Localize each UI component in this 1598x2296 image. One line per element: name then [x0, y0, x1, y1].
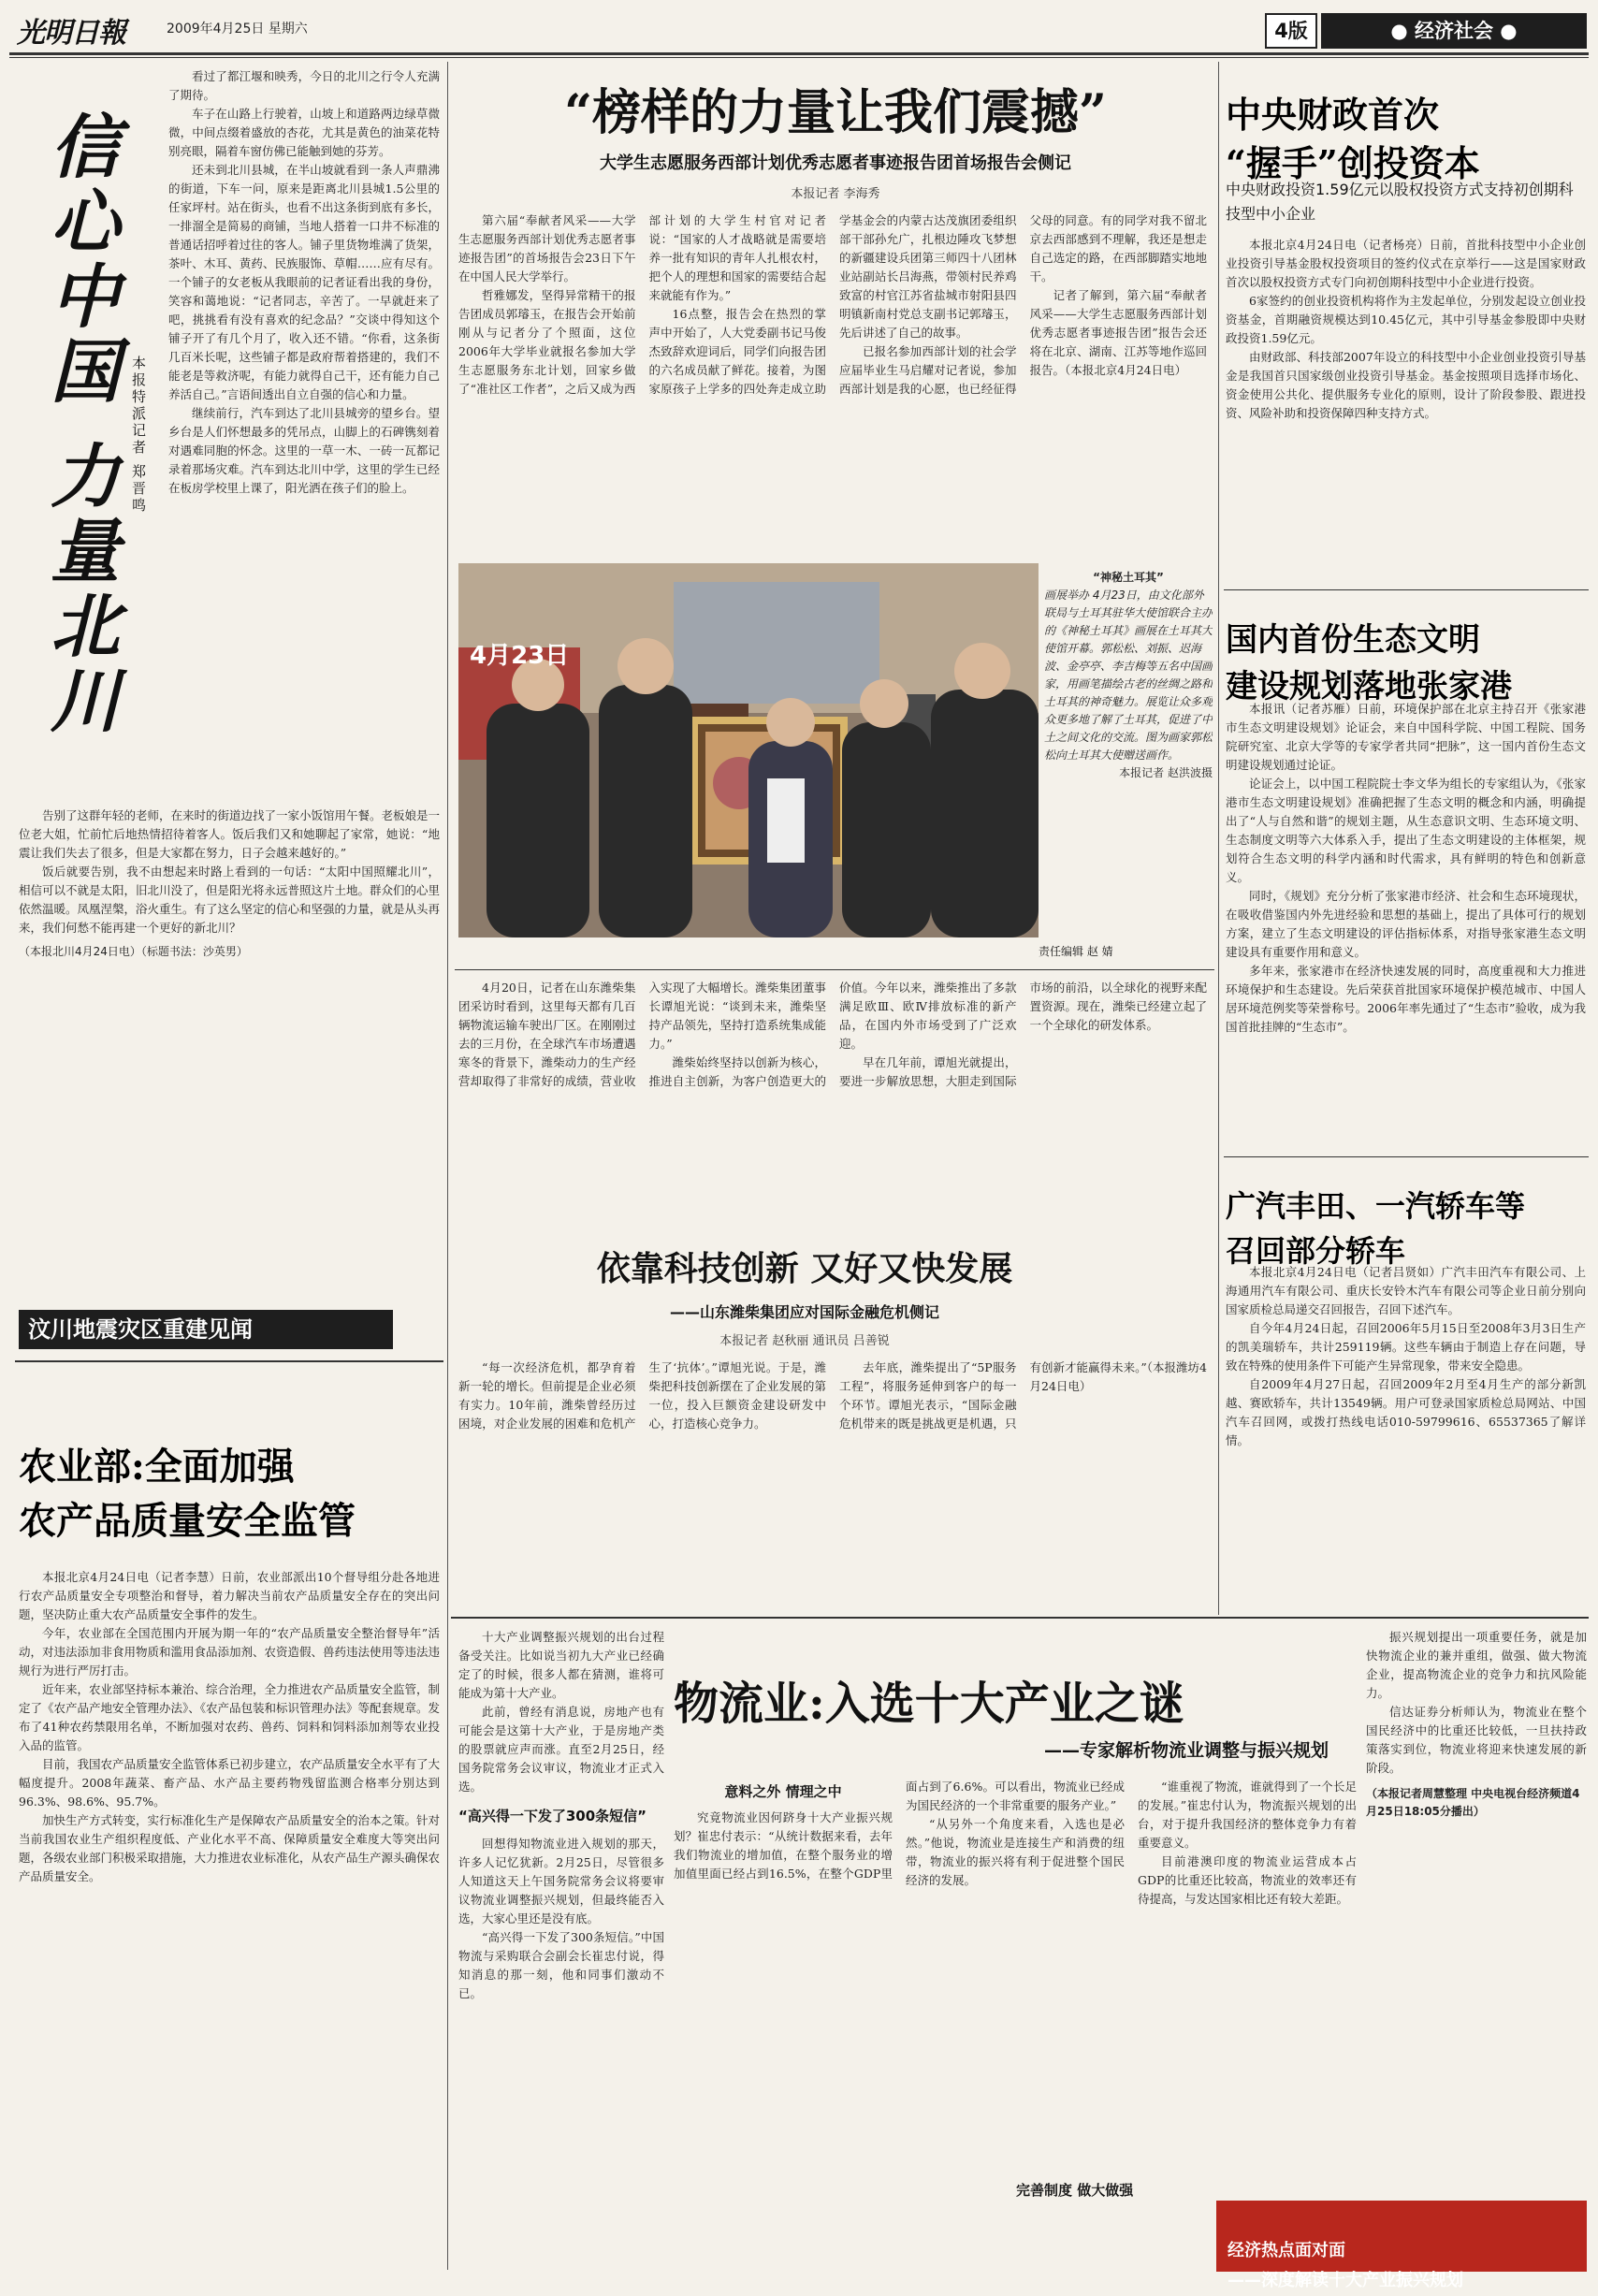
issue-date: 2009年4月25日 星期六 [167, 22, 308, 36]
column-divider [447, 62, 448, 2270]
logistics-kicker: “高兴得一下发了300条短信” [458, 1808, 647, 1824]
logistics-headline: 物流业:入选十大产业之谜 [674, 1678, 1184, 1730]
photo-date-label: 4月23日 [470, 642, 570, 670]
agri-headline-text: 农业部:全面加强 农产品质量安全监管 [19, 1445, 356, 1543]
agri-headline [19, 1422, 440, 1566]
photo-caption-text: 画展举办 4月23日，由文化部外联局与土耳其驻华大使馆联合主办的《神秘土耳其》画展在土耳其大使馆开幕。郭松松、刘振、迟海波、金亭亭、李吉梅等五名中国画家，用画笔描绘古老的丝绸之路和土耳其的神奇魅力。展览让众多观众更多地了解了土耳其，促进了中土之间文化的交流。图为画家郭松松向土耳其大使赠送画作。 [1044, 589, 1213, 762]
feature-title-vertical: 信心中国 力量北川 [39, 110, 120, 739]
lead-para: 记者了解到，第六届“奉献者风采——大学生志愿服务西部计划优秀志愿者事迹报告团”报告会还将在北京、湖南、江苏等地作巡回报告。（本报北京4月24日电） [1029, 288, 1207, 377]
weichai-para: 去年底，潍柴提出了“5P服务工程”，将服务延伸到客户的每一个环节。谭旭光表示，“国际金融危机带来的既是挑战更是机遇，只有创新才能赢得未来。”（本报潍坊4月24日电） [839, 1360, 1207, 1431]
eco-headline-text: 国内首份生态文明 建设规划落地张家港 [1226, 621, 1512, 705]
finance-para: 6家签约的创业投资机构将作为主发起单位，分别发起设立创业投资基金，首期融资规模达到10.45亿元，其中引导基金参股即中央财政投资1.59亿元。 [1226, 294, 1586, 345]
finance-body [1226, 236, 1586, 582]
series-banner: 汶川地震灾区重建见闻 [19, 1310, 393, 1349]
feature-para: 车子在山路上行驶着，山坡上和道路两边绿草微微，中间点缀着盛放的杏花，尤其是黄色的油菜花特别亮眼，隔着车窗仿佛已能触到她的芬芳。 [168, 107, 440, 158]
lead-para: 第六届“奉献者风采——大学生志愿服务西部计划优秀志愿者事迹报告团”的首场报告会23日下午在中国人民大学举行。 [458, 213, 636, 283]
weichai-byline: 本报记者 赵秋丽 通讯员 吕善锐 [719, 1334, 890, 1348]
column-divider [1218, 62, 1219, 1615]
agri-para: 近年来，农业部坚持标本兼治、综合治理，全力推进农产品质量安全监管，制定了《农产品产地安全管理办法》、《农产品包装和标识管理办法》等配套规章。发布了41种农药禁限用名单，不断加强对农药、兽药、饲料和饲料添加剂等农业投入品的监管。 [19, 1682, 440, 1752]
logistics-kicker-bottom: 完善制度 做大做强 [1016, 2182, 1134, 2199]
section-banner: ● 经济社会 ● [1321, 13, 1587, 49]
page-number: 4版 [1265, 13, 1317, 49]
feature-para: 继续前行，汽车到达了北川县城旁的望乡台。望乡台是人们怀想最多的凭吊点，山脚上的石碑镌刻着对遇难同胞的怀念。这里的一草一木、一砖一瓦都记录着那场灾难。汽车到达北川中学，这里的学生已经在板房学校里上课了，阳光洒在孩子们的脸上。 [168, 406, 440, 495]
agri-para: 今年，农业部在全国范围内开展为期一年的“农产品质量安全整治督导年”活动，对违法添加非食用物质和滥用食品添加剂、农资造假、兽药违法使用等违法违规行为进行严厉打击。 [19, 1626, 440, 1678]
logistics-top-rule [451, 1617, 1589, 1619]
logistics-para: 信达证券分析师认为，物流业在整个国民经济中的比重还比较低，一旦扶持政策落实到位，物流业将迎来快速发展的新阶段。 [1366, 1705, 1587, 1775]
logistics-para: “谁重视了物流，谁就得到了一个长足的发展。”崔忠付认为，物流振兴规划的出台，对于提升我国经济的整体竞争力有着重要意义。 [1138, 1780, 1357, 1850]
logistics-para: 目前港澳印度的物流业运营成本占GDP的比重还比较高，物流业的效率还有待提高，与发达国家相比还有较大差距。 [1138, 1854, 1357, 1906]
gac-para: 本报北京4月24日电（记者吕贤如）广汽丰田汽车有限公司、上海通用汽车有限公司、重庆长安铃木汽车有限公司等企业日前分别向国家质检总局递交召回报告，召回下述汽车。 [1226, 1265, 1586, 1316]
feature-bottom-rule [15, 1360, 443, 1362]
lead-para: 已报名参加西部计划的社会学应届毕业生马启耀对记者说，参加西部计划是我的心愿，也已经征得父母的同意。有的同学对我不留北京去西部感到不理解，我还是想走自己选定的路，在西部脚踏实地地干。 [839, 213, 1207, 396]
photo-credit: 本报记者 赵洪波摄 [1119, 766, 1213, 779]
eco-para: 本报讯（记者苏雁）日前，环境保护部在北京主持召开《张家港市生态文明建设规划》论证会，来自中国科学院、中国工程院、国务院研究室、北京大学等的专家学者共同“把脉”，这一国内首份生态文明建设规划通过论证。 [1226, 702, 1586, 772]
weichai-headline: 依靠科技创新 又好又快发展 [596, 1249, 1013, 1288]
section-rule [1224, 589, 1589, 590]
feature-dateline: （本报北川4月24日电）（标题书法：沙英男） [19, 945, 248, 958]
agri-para: 目前，我国农产品质量安全监管体系已初步建立，农产品质量安全水平有了大幅度提升。2008年蔬菜、畜产品、水产品主要药物残留监测合格率分别达到96.3%、98.6%、95.7%。 [19, 1757, 440, 1809]
weichai-subhead: ——山东潍柴集团应对国际金融危机侧记 [669, 1303, 939, 1321]
agri-para: 本报北京4月24日电（记者李慧）日前，农业部派出10个督导组分赴各地进行农产品质量安全专项整治和督导，着力解决当前农产品质量安全存在的突出问题，坚决防止重大农产品质量安全事件的发生。 [19, 1570, 440, 1621]
eco-para: 论证会上，以中国工程院院士李文华为组长的专家组认为，《张家港市生态文明建设规划》准确把握了生态文明的概念和内涵，明确提出了“人与自然和谐”的规划主题，从生态意识文明、生态环境文明、生态制度文明等六大体系入手，提出了生态文明建设的主体框架，规划符合生态文明的科学内涵和时代需求，具有鲜明的特色和创新意义。 [1226, 777, 1586, 884]
logistics-body-right [1366, 1628, 1587, 2189]
lead-subhead: 大学生志愿服务西部计划优秀志愿者事迹报告团首场报告会侧记 [600, 153, 1071, 173]
weichai-body-bottom [458, 1359, 1207, 1597]
finance-para: 由财政部、科技部2007年设立的科技型中小企业创业投资引导基金是我国首只国家级创业投资引导基金。基金按照项目选择市场化、资金使用公共化、提供服务专业化的原则，设计了阶段参股、跟进投资、风险补助和投资保障四种支持方式。 [1226, 350, 1586, 420]
eco-para: 多年来，张家港市在经济快速发展的同时，高度重视和大力推进环境保护和生态建设。先后荣获首批国家环境保护模范城市、中国人居环境范例奖等荣誉称号。2006年率先通过了“生态市”验收，成为我国首批挂牌的“生态市”。 [1226, 964, 1586, 1034]
feature-para: 告别了这群年轻的老师，在来时的街道边找了一家小饭馆用午餐。老板娘是一位老大姐，忙前忙后地热情招待着客人。饭后我们又和她聊起了家常，她说：“地震让我们失去了很多，但是大家都在努力，日子会越来越好的。” [19, 808, 440, 860]
masthead: 光明日報 [17, 17, 125, 50]
weichai-para: 早在几年前，谭旭光就提出，要进一步解放思想，大胆走到国际市场的前沿，以全球化的视野来配置资源。现在，潍柴已经建立起了一个全球化的研发体系。 [839, 981, 1207, 1088]
feature-para: 饭后就要告别，我不由想起来时路上看到的一句话：“太阳中国照耀北川”，相信可以不就是太阳，旧北川没了，但是阳光将永远普照这片土地。群众们的心里依然温暖。凤凰涅槃，浴火重生。有了这么坚定的信心和坚强的力量，就是从头再来，我们何愁不能再建一个更好的新北川？ [19, 865, 440, 935]
gac-para: 自2009年4月27日起，召回2009年2月至4月生产的部分新凯越、赛欧轿车，共计13549辆。用户可登录国家质检总局网站、中国汽车召回网，或拨打热线电话010-59799616、65537365了解详情。 [1226, 1377, 1586, 1447]
section-rule [1224, 1156, 1589, 1157]
photo-illustration [458, 563, 1039, 937]
lead-para: 16点整，报告会在热烈的掌声中开始了，人大党委副书记马俊杰致辞欢迎词后，同学们向报告团的六名成员献了鲜花。接着，为图家原孩子上学多的四处奔走成立助学基金会的内蒙古达茂旗团委组织部干部孙允广，扎根边陲攻飞梦想的新疆建设兵团第三师四十八团林业站副站长吕海燕，带领村民养鸡致富的村官江苏省盐城市射阳县四明镇新南村党总支副书记郭璿玉，先后讲述了自己的故事。 [648, 213, 1017, 396]
header-rule [9, 52, 1589, 55]
finance-headline-text: 中央财政首次 “握手”创投资本 [1226, 94, 1480, 184]
gac-headline-text: 广汽丰田、一汽轿车等 召回部分轿车 [1226, 1188, 1526, 1269]
logistics-para: 此前，曾经有消息说，房地产也有可能会是这第十大产业，于是房地产类的股票就应声而涨。直至2月25日，经国务院常务会议审议，物流业才正式入选。 [458, 1705, 664, 1794]
logistics-editor-note: （本报记者周慧整理 中央电视台经济频道4月25日18:05分播出） [1366, 1787, 1580, 1818]
logistics-para: “从另外一个角度来看，入选也是必然。”他说，物流业是连接生产和消费的纽带，物流业的振兴将有利于促进整个国民经济的发展。 [906, 1817, 1125, 1887]
logistics-kicker: 意料之外 情理之中 [724, 1783, 842, 1800]
eco-para: 同时，《规划》充分分析了张家港市经济、社会和生态环境现状，在吸收借鉴国内外先进经验和思想的基础上，提出了具体可行的规划方案，建立了生态文明建设的评估指标体系，对指导张家港生态文明建设具有重要作用和意义。 [1226, 889, 1586, 959]
finance-subhead-text: 中央财政投资1.59亿元以股权投资方式支持初创期科技型中小企业 [1226, 181, 1574, 223]
header-rule-thin [9, 57, 1589, 58]
logistics-para: 振兴规划提出一项重要任务，就是加快物流企业的兼并重组，做强、做大物流企业，提高物流企业的竞争力和抗风险能力。 [1366, 1630, 1587, 1700]
eco-body [1226, 700, 1586, 1149]
logistics-body-center [674, 1778, 1357, 2171]
lead-byline: 本报记者 李海秀 [791, 187, 880, 201]
feature-para: 看过了都江堰和映秀，今日的北川之行令人充满了期待。 [168, 69, 440, 102]
logistics-footer-banner [1216, 2201, 1587, 2290]
lead-body [458, 211, 1207, 548]
lead-para: 哲雅娜发，坚得异常精干的报告团成员郭璿玉，在报告会开始前刚从与记者分了个照面，这位2006年大学毕业就报名参加大学生志愿服务东北计划，回家乡做了“准社区工作者”，之后又成为西部计划的大学生村官对记者说：“国家的人才战略就是需要培养一批有知识的青年人扎根农村，把个人的理想和国家的需要结合起来就能有作为。” [458, 213, 826, 396]
logistics-para: 回想得知物流业进入规划的那天，许多人记忆犹新。2月25日，尽管很多人知道这天上午国务院常务会议将要审议物流业调整振兴规划，但最终能否入选，大家心里还是没有底。 [458, 1837, 664, 1925]
weichai-para: “每一次经济危机，都孕育着新一轮的增长。但前提是企业必须有实力。10年前，潍柴曾经历过困境，对企业发展的困难和危机产生了‘抗体’。”谭旭光说。于是，潍柴把科技创新摆在了企业发展的第一位，投入巨额资金建设研发中心，打造核心竞争力。 [458, 1360, 826, 1431]
gac-body [1226, 1263, 1586, 1611]
photo-caption [1044, 569, 1213, 934]
photo-bottom-rule [455, 969, 1214, 970]
logistics-footer-text: 经济热点面对面 ——深度解读十大产业振兴规划 [1228, 2241, 1463, 2290]
weichai-para: 4月20日，记者在山东潍柴集团采访时看到，这里每天都有几百辆物流运输车驶出厂区。在刚刚过去的三月份，在全球汽车市场遭遇寒冬的背景下，潍柴动力的生产经营却取得了非常好的成绩，营业收入实现了大幅增长。潍柴集团董事长谭旭光说：“谈到未来，潍柴坚持产品领先，坚持打造系统集成能力。” [458, 981, 826, 1088]
feature-para: 还未到北川县城，在半山坡就看到一条人声鼎沸的街道，下车一问，原来是距离北川县城1.5公里的任家坪村。站在街头，也看不出这条街到底有多长，一排溜全是简易的商铺，当地人搭着一口井不标准的普通话招呼着过往的客人。铺子里货物堆满了货架，茶叶、木耳、黄药、民族服饰、草帽……应有尽有。一个铺子的女老板从我眼前的记者证看出我的身份，笑容和蔼地说：“记者同志，辛苦了。一早就赶来了吧，挑挑看有没有喜欢的纪念品？”交谈中得知这个铺子开了有几个月了，收入还不错。“你看，这条街几百米长呢，这些铺子都是政府帮着搭建的，我们不能老是等救济呢，有能力就得自己干，还有能力自己养活自己。”言语间透出自立自强的信心和力量。 [168, 163, 440, 401]
editor-credit: 责任编辑 赵 婧 [1039, 945, 1113, 958]
feature-body-lower [19, 807, 440, 1293]
logistics-body-left [458, 1628, 664, 2245]
logistics-para: 十大产业调整振兴规划的出台过程备受关注。比如说当初九大产业已经确定了的时候，很多人都在猜测，谁将可能成为第十大产业。 [458, 1630, 664, 1700]
photo-caption-title: “神秘土耳其” [1093, 571, 1164, 584]
agri-para: 加快生产方式转变，实行标准化生产是保障农产品质量安全的治本之策。针对当前我国农业生产组织程度低、产业化水平不高、保障质量安全难度大等突出问题，各级农业部门积极采取措施，大力推进农业标准化，从农产品生产源头确保农产品质量安全。 [19, 1813, 440, 1883]
logistics-subhead: ——专家解析物流业调整与振兴规划 [1043, 1740, 1329, 1761]
feature-byline-vertical: 本报特派记者 郑晋鸣 [130, 356, 147, 515]
gac-para: 自今年4月24日起，召回2006年5月15日至2008年3月3日生产的凯美瑞轿车，共计259119辆。这些车辆由于制造上存在问题，导致在特殊的使用条件下可能产生异常现象，带来安全隐患。 [1226, 1321, 1586, 1373]
logistics-para: “高兴得一下发了300条短信。”中国物流与采购联合会副会长崔忠付说，得知消息的那一刻，他和同事们激动不已。 [458, 1930, 664, 2000]
logistics-para: 究竟物流业因何跻身十大产业振兴规划？崔忠付表示：“从统计数据来看，去年我们物流业的增加值，在整个服务业的增加值里面已经占到16.5%，在整个GDP里面占到了6.6%。可以看出，物流业已经成为国民经济的一个非常重要的服务产业。” [674, 1780, 1125, 1881]
agri-body [19, 1568, 440, 2251]
lead-headline: “榜样的力量让我们震撼” [564, 84, 1107, 141]
weichai-body-top [458, 979, 1207, 1231]
weichai-para: 潍柴始终坚持以创新为核心，推进自主创新，为客户创造更大的价值。今年以来，潍柴推出了多款满足欧Ⅲ、欧Ⅳ排放标准的新产品，在国内外市场受到了广泛欢迎。 [648, 981, 1017, 1088]
news-photo [458, 563, 1039, 937]
finance-subhead [1226, 178, 1586, 226]
finance-para: 本报北京4月24日电（记者杨亮）日前，首批科技型中小企业创业投资引导基金股权投资项目的签约仪式在京举行——这是国家财政首次以股权投资方式专门向初创期科技型中小企业进行投资。 [1226, 238, 1586, 289]
